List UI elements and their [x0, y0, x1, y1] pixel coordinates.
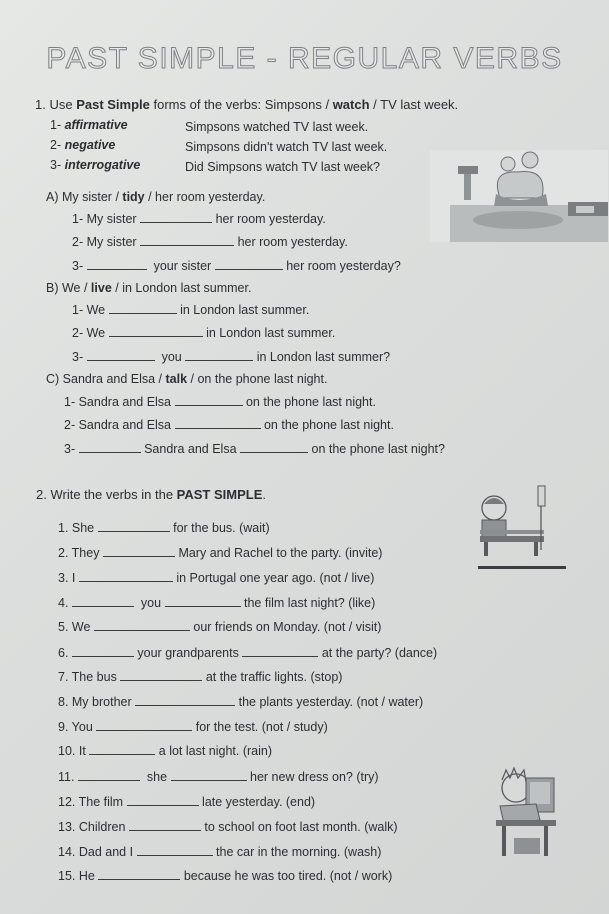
sentence-text: 2- Sandra and Elsa [64, 418, 172, 432]
example-label: negative [64, 138, 116, 152]
answer-blank[interactable] [240, 442, 308, 453]
item-text: you [140, 596, 162, 610]
heading-verb: tidy [122, 190, 145, 204]
item-text: 9. You [58, 720, 93, 734]
answer-blank[interactable] [109, 326, 203, 337]
answer-blank[interactable] [127, 795, 199, 806]
answer-blank[interactable] [242, 646, 318, 657]
example-sentence: Did Simpsons watch TV last week? [185, 160, 380, 174]
item-text: 11. [58, 770, 75, 784]
answer-blank[interactable] [165, 596, 241, 607]
ex2-item-8 [58, 695, 423, 709]
sentence-text: on the phone last night. [245, 395, 376, 409]
answer-blank[interactable] [79, 571, 173, 582]
item-text: 1. She [58, 521, 95, 535]
answer-blank[interactable] [215, 259, 283, 270]
sentence-text: in London last summer? [256, 350, 391, 364]
sentence-text: 3- [72, 350, 84, 364]
answer-blank[interactable] [78, 770, 140, 781]
instruction-text: 2. Write the verbs in the [36, 487, 177, 502]
sentence-text: her room yesterday. [237, 235, 348, 249]
item-text: a lot last night. (rain) [158, 744, 273, 758]
answer-blank[interactable] [175, 395, 243, 406]
item-text: the film last night? (like) [244, 596, 376, 610]
exercise-2-instruction [36, 487, 266, 502]
example-negative [50, 138, 115, 152]
item-text: your grandparents [137, 646, 239, 660]
item-text: 13. Children [58, 820, 126, 834]
example-label: interrogative [64, 158, 141, 172]
item-text: 2. They [58, 546, 100, 560]
ex2-item-9 [58, 720, 328, 734]
ex2-item-7 [58, 670, 342, 684]
ex2-item-1 [58, 521, 270, 535]
sentence-text: 1- We [72, 303, 106, 317]
heading-text: / on the phone last night. [187, 372, 328, 386]
example-label: affirmative [64, 118, 128, 132]
sentence-text: 2- We [72, 326, 106, 340]
answer-blank[interactable] [135, 695, 235, 706]
heading-text: B) We / [46, 281, 91, 295]
sentence-text: 1- My sister [72, 212, 137, 226]
item-text: her new dress on? (try) [250, 770, 379, 784]
tired-boy-computer-illustration [496, 758, 572, 868]
sentence-text: 3- [72, 259, 84, 273]
page-title: PAST SIMPLE - REGULAR VERBS [46, 42, 563, 75]
instruction-bold: Past Simple [76, 97, 150, 112]
group-c-heading [46, 372, 327, 386]
item-text: at the party? (dance) [321, 646, 438, 660]
item-text: 10. It [58, 744, 86, 758]
sentence-text: 2- My sister [72, 235, 137, 249]
item-text: in Portugal one year ago. (not / live) [176, 571, 375, 585]
instruction-text: / TV last week. [369, 97, 459, 112]
item-text: because he was too tired. (not / work) [183, 869, 393, 883]
answer-blank[interactable] [140, 235, 234, 246]
sentence-text: on the phone last night? [311, 442, 445, 456]
instruction-text: . [262, 487, 267, 502]
item-text: 15. He [58, 869, 95, 883]
answer-blank[interactable] [96, 720, 192, 731]
heading-verb: live [90, 281, 112, 295]
item-text: the car in the morning. (wash) [216, 845, 382, 859]
heading-verb: talk [165, 372, 188, 386]
answer-blank[interactable] [87, 259, 147, 270]
group-b-sentence-3 [72, 350, 390, 364]
ex2-item-13 [58, 820, 398, 834]
example-number: 1- [50, 118, 62, 132]
exercise-1-instruction [35, 97, 458, 112]
sentence-text: her room yesterday? [286, 259, 401, 273]
item-text: for the test. (not / study) [195, 720, 328, 734]
group-a-sentence-3 [72, 259, 401, 273]
heading-text: / her room yesterday. [144, 190, 266, 204]
item-text: the plants yesterday. (not / water) [238, 695, 424, 709]
item-text: 14. Dad and I [58, 845, 134, 859]
example-number: 2- [50, 138, 62, 152]
instruction-bold: PAST SIMPLE [176, 487, 263, 502]
sentence-text: your sister [153, 259, 212, 273]
group-a-sentence-2 [72, 235, 348, 249]
answer-blank[interactable] [171, 770, 247, 781]
answer-blank[interactable] [72, 596, 134, 607]
girl-waiting-bench-illustration [478, 478, 568, 573]
answer-blank[interactable] [72, 646, 134, 657]
example-interrogative [50, 158, 140, 172]
ex2-item-2 [58, 546, 382, 560]
item-text: at the traffic lights. (stop) [205, 670, 343, 684]
ex2-item-12 [58, 795, 315, 809]
heading-text: / in London last summer. [111, 281, 252, 295]
answer-blank[interactable] [94, 620, 190, 631]
group-b-sentence-2 [72, 326, 335, 340]
item-text: 8. My brother [58, 695, 132, 709]
answer-blank[interactable] [175, 418, 261, 429]
item-text: 6. [58, 646, 69, 660]
item-text: our friends on Monday. (not / visit) [193, 620, 382, 634]
item-text: she [146, 770, 168, 784]
ex2-item-6 [58, 646, 437, 660]
sentence-text: in London last summer. [206, 326, 336, 340]
answer-blank[interactable] [79, 442, 141, 453]
answer-blank[interactable] [98, 869, 180, 880]
item-text: 3. I [58, 571, 76, 585]
simpsons-tv-illustration [430, 150, 608, 242]
answer-blank[interactable] [109, 303, 177, 314]
group-c-sentence-1 [64, 395, 376, 409]
answer-blank[interactable] [129, 820, 201, 831]
item-text: 4. [58, 596, 69, 610]
example-number: 3- [50, 158, 62, 172]
sentence-text: her room yesterday. [215, 212, 326, 226]
answer-blank[interactable] [103, 546, 175, 557]
ex2-item-11 [58, 770, 379, 784]
item-text: late yesterday. (end) [202, 795, 316, 809]
ex2-item-15 [58, 869, 392, 883]
answer-blank[interactable] [185, 350, 253, 361]
sentence-text: you [161, 350, 182, 364]
ex2-item-5 [58, 620, 381, 634]
answer-blank[interactable] [120, 670, 202, 681]
sentence-text: in London last summer. [180, 303, 310, 317]
ex2-item-10 [58, 744, 272, 758]
answer-blank[interactable] [87, 350, 155, 361]
answer-blank[interactable] [137, 845, 213, 856]
sentence-text: 1- Sandra and Elsa [64, 395, 172, 409]
instruction-verb: watch [332, 97, 370, 112]
item-text: for the bus. (wait) [173, 521, 270, 535]
ex2-item-3 [58, 571, 374, 585]
sentence-text: 3- [64, 442, 76, 456]
group-c-sentence-2 [64, 418, 394, 432]
example-affirmative [50, 118, 128, 132]
heading-text: A) My sister / [46, 190, 123, 204]
group-b-sentence-1 [72, 303, 309, 317]
instruction-text: forms of the verbs: Simpsons / [149, 97, 333, 112]
heading-text: C) Sandra and Elsa / [46, 372, 166, 386]
group-a-sentence-1 [72, 212, 326, 226]
instruction-text: 1. Use [35, 97, 77, 112]
answer-blank[interactable] [89, 744, 155, 755]
example-sentence: Simpsons watched TV last week. [185, 120, 369, 134]
group-b-heading [46, 281, 251, 295]
item-text: to school on foot last month. (walk) [204, 820, 398, 834]
sentence-text: Sandra and Elsa [144, 442, 237, 456]
sentence-text: on the phone last night. [263, 418, 394, 432]
example-sentence: Simpsons didn't watch TV last week. [185, 140, 388, 154]
ex2-item-4 [58, 596, 375, 610]
item-text: 12. The film [58, 795, 124, 809]
answer-blank[interactable] [98, 521, 170, 532]
item-text: Mary and Rachel to the party. (invite) [178, 546, 383, 560]
group-a-heading [46, 190, 265, 204]
item-text: 5. We [58, 620, 91, 634]
item-text: 7. The bus [58, 670, 117, 684]
ex2-item-14 [58, 845, 381, 859]
answer-blank[interactable] [140, 212, 212, 223]
group-c-sentence-3 [64, 442, 445, 456]
